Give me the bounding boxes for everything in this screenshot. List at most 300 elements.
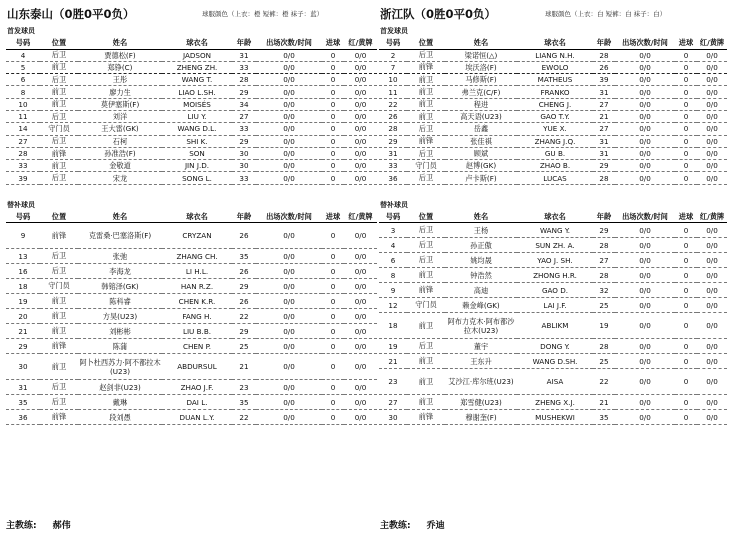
player-age: 27 (599, 99, 609, 109)
player-jersey-name: JIN J.D. (184, 161, 210, 171)
player-name: 孙准浩(F) (104, 149, 136, 159)
player-name: 程进 (473, 99, 489, 109)
player-goals: 0 (683, 377, 689, 387)
player-age: 27 (599, 124, 609, 134)
player-appearances: 0/0 (639, 112, 651, 122)
player-appearances: 0/0 (639, 255, 651, 265)
away-subs-heading: 替补球员 (380, 200, 408, 209)
player-jersey-name: YAO J. SH. (537, 255, 573, 265)
player-jersey-name: AISA (546, 377, 564, 387)
player-row (379, 147, 727, 159)
player-age: 26 (599, 62, 609, 72)
player-appearances: 0/0 (639, 149, 651, 159)
home-team-panel (7, 6, 378, 425)
home-starters-table (6, 37, 377, 185)
player-goals: 0 (330, 266, 336, 276)
player-name: 孙正傲 (470, 240, 492, 250)
player-number: 11 (18, 112, 28, 122)
player-number: 28 (18, 149, 28, 159)
player-row (6, 264, 377, 279)
player-cards: 0/0 (706, 397, 718, 407)
player-jersey-name: ABDURSUL (177, 362, 217, 372)
player-cards: 0/0 (706, 240, 718, 250)
player-age: 21 (599, 397, 609, 407)
player-cards: 0/0 (706, 112, 718, 122)
player-number: 30 (388, 412, 398, 422)
player-age: 29 (239, 281, 249, 291)
player-cards: 0/0 (706, 285, 718, 295)
player-row (379, 61, 727, 73)
player-position: 前卫 (418, 111, 434, 121)
player-cards: 0/0 (706, 161, 718, 171)
player-appearances: 0/0 (283, 341, 295, 351)
player-goals: 0 (330, 161, 336, 171)
player-cards: 0/0 (706, 255, 718, 265)
player-age: 39 (593, 74, 615, 86)
column-header-jersey-name: 球衣名 (544, 211, 566, 221)
player-cards: 0/0 (354, 99, 367, 109)
player-jersey-name: CRYZAN (182, 231, 212, 241)
player-appearances: 0/0 (283, 397, 295, 407)
player-age: 21 (239, 362, 249, 372)
player-goals: 0 (683, 62, 689, 72)
player-position: 前锋 (51, 412, 67, 422)
player-cards: 0/0 (354, 251, 367, 261)
player-position: 后卫 (51, 173, 67, 183)
player-number: 5 (20, 62, 26, 72)
player-appearances: 0/0 (639, 62, 651, 72)
column-header-name: 姓名 (473, 37, 489, 47)
player-row (379, 339, 727, 354)
player-position: 后卫 (418, 225, 434, 235)
player-jersey-name: LUCAS (543, 173, 567, 183)
column-header-appearances: 出场次数/时间 (266, 211, 312, 221)
player-row (379, 298, 727, 313)
player-appearances: 0/0 (283, 281, 295, 291)
player-position: 后卫 (51, 136, 67, 146)
player-age: 31 (599, 87, 609, 97)
player-cards: 0/0 (354, 397, 367, 407)
player-goals: 0 (683, 50, 689, 60)
player-row (379, 313, 727, 339)
player-goals: 0 (330, 362, 336, 372)
player-appearances: 0/0 (283, 124, 295, 134)
player-position: 后卫 (51, 397, 67, 407)
player-name: 钟浩然 (470, 270, 492, 280)
player-jersey-name: DAI L. (186, 397, 208, 407)
player-name: 张弛 (112, 251, 128, 261)
player-row (379, 135, 727, 147)
player-goals: 0 (683, 240, 689, 250)
player-row (379, 49, 727, 61)
player-number: 7 (390, 62, 396, 72)
player-number: 9 (390, 285, 396, 295)
player-goals: 0 (683, 136, 689, 146)
table-header-row (6, 37, 377, 49)
player-goals: 0 (683, 173, 689, 183)
player-jersey-name: WANG T. (162, 74, 232, 86)
player-position: 后卫 (40, 74, 78, 86)
player-name: 陈科睿 (109, 296, 131, 306)
player-goals: 0 (330, 281, 336, 291)
player-jersey-name: SON (189, 149, 205, 159)
player-row (6, 160, 377, 172)
player-goals: 0 (330, 124, 336, 134)
player-name: 穆谢奎(F) (465, 412, 497, 422)
player-appearances: 0/0 (639, 50, 651, 60)
player-age: 31 (599, 136, 609, 146)
column-header-name: 姓名 (473, 211, 489, 221)
player-age: 25 (599, 300, 609, 310)
player-age: 30 (239, 161, 249, 171)
player-position: 后卫 (418, 341, 434, 351)
player-cards: 0/0 (354, 231, 367, 241)
home-coach-label: 主教练: (6, 521, 37, 531)
player-name: 高天语(U23) (460, 112, 502, 122)
player-age: 28 (599, 50, 609, 60)
player-number: 6 (6, 74, 40, 86)
player-appearances: 0/0 (283, 87, 295, 97)
player-jersey-name: LIU B.B. (182, 326, 212, 336)
column-header-goals: 进球 (678, 211, 694, 221)
player-age: 35 (599, 412, 609, 422)
player-number: 8 (390, 270, 396, 280)
player-age: 28 (599, 341, 609, 351)
player-row (6, 98, 377, 110)
player-cards: 0/0 (354, 173, 367, 183)
player-goals: 0 (683, 321, 689, 331)
player-age: 34 (239, 99, 249, 109)
player-name: 段刘愚 (109, 412, 131, 422)
player-goals: 0 (683, 112, 689, 122)
player-row (379, 123, 727, 135)
player-row (379, 74, 727, 86)
player-number: 10 (18, 99, 28, 109)
player-number: 26 (388, 112, 398, 122)
player-name: 李海龙 (109, 266, 131, 276)
home-coach (6, 518, 71, 531)
player-name: 石柯 (112, 136, 128, 146)
player-appearances: 0/0 (615, 74, 675, 86)
player-cards: 0/0 (344, 74, 377, 86)
player-position: 前卫 (418, 356, 434, 366)
player-jersey-name: SUN ZH. A. (535, 240, 575, 250)
player-number: 36 (18, 412, 28, 422)
player-jersey-name: JADSON (182, 50, 212, 60)
player-row (6, 86, 377, 98)
player-age: 33 (239, 124, 249, 134)
player-goals: 0 (683, 397, 689, 407)
player-age: 22 (239, 412, 249, 422)
player-jersey-name: CHENG J. (538, 99, 572, 109)
player-position: 前卫 (418, 320, 434, 330)
player-age: 29 (239, 136, 249, 146)
player-jersey-name: MUSHEKWI (535, 412, 575, 422)
player-jersey-name: MATHEUS (517, 74, 593, 86)
home-starters-heading: 首发球员 (7, 27, 35, 35)
player-goals: 0 (330, 62, 336, 72)
player-number: 33 (388, 161, 398, 171)
player-cards: 0/0 (354, 341, 367, 351)
player-row (6, 74, 377, 86)
player-name: 王彤 (78, 74, 162, 86)
player-jersey-name: WANG D.L. (177, 124, 217, 134)
player-name: 顾斌 (473, 149, 489, 159)
player-number: 16 (18, 266, 28, 276)
player-position: 后卫 (418, 240, 434, 250)
player-position: 前卫 (51, 311, 67, 321)
player-number: 20 (18, 311, 28, 321)
column-header-number: 号码 (385, 211, 401, 221)
player-row (6, 309, 377, 324)
player-age: 29 (239, 326, 249, 336)
player-age: 23 (239, 382, 249, 392)
player-name: 方昊(U23) (102, 311, 138, 321)
player-cards: 0/0 (706, 173, 718, 183)
column-header-number: 号码 (15, 37, 31, 47)
player-position: 后卫 (51, 266, 67, 276)
player-cards: 0/0 (706, 356, 718, 366)
player-number: 9 (20, 231, 26, 241)
player-number: 19 (18, 296, 28, 306)
player-cards: 0/0 (706, 136, 718, 146)
player-row (379, 86, 727, 98)
player-appearances: 0/0 (639, 412, 651, 422)
player-goals: 0 (330, 251, 336, 261)
player-jersey-name: FRANKO (540, 87, 570, 97)
player-goals: 0 (330, 397, 336, 407)
player-row (6, 354, 377, 380)
player-appearances: 0/0 (283, 136, 295, 146)
column-header-number: 号码 (15, 211, 31, 221)
player-row (379, 410, 727, 425)
player-position: 前锋 (418, 62, 434, 72)
player-jersey-name: GU B. (544, 149, 566, 159)
player-row (6, 110, 377, 122)
player-jersey-name: LIAO L.SH. (178, 87, 216, 97)
away-coach-name: 乔迪 (426, 521, 445, 531)
player-goals: 0 (330, 173, 336, 183)
column-header-goals: 进球 (325, 37, 341, 47)
player-row (6, 380, 377, 395)
player-number: 31 (18, 382, 28, 392)
player-number: 29 (18, 341, 28, 351)
player-number: 3 (390, 225, 396, 235)
player-age: 29 (599, 225, 609, 235)
player-number: 27 (18, 136, 28, 146)
player-appearances: 0/0 (639, 99, 651, 109)
away-team-header (382, 6, 726, 22)
away-team-panel (382, 6, 726, 425)
player-age: 21 (599, 112, 609, 122)
column-header-name: 姓名 (112, 37, 128, 47)
player-age: 22 (239, 311, 249, 321)
player-row (6, 49, 377, 61)
player-position: 前卫 (51, 326, 67, 336)
player-number: 18 (388, 321, 398, 331)
player-goals: 0 (330, 87, 336, 97)
player-position: 前卫 (418, 270, 434, 280)
player-position: 前卫 (51, 296, 67, 306)
player-cards: 0/0 (706, 149, 718, 159)
player-number: 28 (388, 124, 398, 134)
player-position: 前卫 (418, 376, 434, 386)
player-number: 30 (18, 362, 28, 372)
table-header-row (6, 211, 377, 223)
player-appearances: 0/0 (283, 50, 295, 60)
player-jersey-name: ABLIKM (541, 321, 569, 331)
player-appearances: 0/0 (283, 173, 295, 183)
player-jersey-name: ZHONG H.R. (533, 270, 577, 280)
player-row (6, 135, 377, 147)
column-header-cards: 红/黄牌 (699, 211, 725, 221)
column-header-name: 姓名 (112, 211, 128, 221)
column-header-cards: 红/黄牌 (348, 211, 373, 221)
player-number: 39 (18, 173, 28, 183)
player-cards: 0/0 (354, 149, 367, 159)
player-jersey-name: HAN R.Z. (180, 281, 214, 291)
column-header-position: 位置 (51, 37, 67, 47)
player-number: 21 (18, 326, 28, 336)
player-number: 31 (388, 149, 398, 159)
player-appearances: 0/0 (639, 300, 651, 310)
player-appearances: 0/0 (283, 266, 295, 276)
column-header-position: 位置 (51, 211, 67, 221)
player-position: 前卫 (418, 397, 434, 407)
player-cards: 0/0 (354, 281, 367, 291)
away-starters-table (379, 37, 727, 185)
column-header-position: 位置 (418, 37, 434, 47)
player-age: 29 (239, 87, 249, 97)
player-jersey-name: GAO D. (541, 285, 569, 295)
player-name: 阿卜杜西苏力·阿不都拉木(U23) (79, 357, 161, 376)
player-cards: 0/0 (697, 74, 727, 86)
player-age: 28 (232, 74, 256, 86)
player-appearances: 0/0 (283, 231, 295, 241)
player-number: 18 (18, 281, 28, 291)
player-appearances: 0/0 (283, 161, 295, 171)
player-name: 贾德松(F) (104, 50, 136, 60)
home-coach-name: 郝伟 (52, 521, 71, 531)
player-name: 刘洋 (112, 112, 128, 122)
player-row (379, 253, 727, 268)
player-goals: 0 (683, 87, 689, 97)
player-age: 28 (599, 270, 609, 280)
player-cards: 0/0 (354, 62, 367, 72)
player-jersey-name: YUE X. (543, 124, 567, 134)
player-cards: 0/0 (706, 321, 718, 331)
player-appearances: 0/0 (639, 161, 651, 171)
player-row (6, 395, 377, 410)
player-age: 27 (239, 112, 249, 122)
player-jersey-name: ZHANG J.Q. (534, 136, 576, 146)
player-age: 33 (239, 173, 249, 183)
player-appearances: 0/0 (283, 412, 295, 422)
player-jersey-name: ZHAO J.F. (180, 382, 214, 392)
player-position: 后卫 (418, 50, 434, 60)
player-age: 22 (599, 377, 609, 387)
player-cards: 0/0 (354, 382, 367, 392)
player-goals: 0 (683, 270, 689, 280)
player-name: 莫伊塞斯(F) (100, 99, 140, 109)
player-cards: 0/0 (706, 270, 718, 280)
player-jersey-name: FANG H. (182, 311, 212, 321)
player-cards: 0/0 (354, 124, 367, 134)
player-position: 后卫 (418, 123, 434, 133)
player-name: 戴琳 (112, 397, 128, 407)
player-name: 艾沙江·库尔班(U23) (448, 377, 514, 387)
player-row (379, 223, 727, 238)
player-cards: 0/0 (354, 136, 367, 146)
player-jersey-name: LIU Y. (187, 112, 207, 122)
player-cards: 0/0 (706, 412, 718, 422)
player-age: 27 (599, 255, 609, 265)
player-age: 31 (239, 50, 249, 60)
player-position: 前卫 (418, 87, 434, 97)
home-team-name: 山东泰山（0胜0平0负） (7, 7, 135, 21)
player-row (6, 249, 377, 264)
player-name: 金敬道 (109, 161, 131, 171)
player-cards: 0/0 (706, 99, 718, 109)
player-goals: 0 (683, 99, 689, 109)
player-row (6, 172, 377, 184)
player-name: 阿布力克木·阿布都沙拉木(U23) (447, 316, 515, 335)
player-row (6, 61, 377, 73)
player-jersey-name: ZHANG CH. (176, 251, 218, 261)
player-cards: 0/0 (354, 112, 367, 122)
player-age: 33 (239, 62, 249, 72)
column-header-number: 号码 (385, 37, 401, 47)
player-goals: 0 (683, 341, 689, 351)
player-row (6, 223, 377, 249)
player-position: 后卫 (418, 255, 434, 265)
player-position: 守门员 (48, 123, 70, 133)
table-header-row (379, 211, 727, 223)
player-number: 11 (388, 87, 398, 97)
player-jersey-name: CHEN P. (182, 341, 212, 351)
column-header-cards: 红/黄牌 (699, 37, 725, 47)
player-appearances: 0/0 (283, 251, 295, 261)
player-number: 4 (390, 240, 396, 250)
player-position: 后卫 (418, 148, 434, 158)
player-appearances: 0/0 (639, 321, 651, 331)
player-goals: 0 (330, 382, 336, 392)
player-goals: 0 (683, 300, 689, 310)
player-jersey-name: LIANG N.H. (535, 50, 575, 60)
player-jersey-name: EWOLO (541, 62, 569, 72)
player-number: 6 (390, 255, 396, 265)
player-name: 克雷桑·巴塞洛斯(F) (88, 231, 152, 241)
player-goals: 0 (322, 74, 344, 86)
column-header-appearances: 出场次数/时间 (622, 37, 668, 47)
player-row (6, 294, 377, 309)
player-position: 前锋 (51, 230, 67, 240)
player-number: 22 (388, 99, 398, 109)
player-goals: 0 (330, 50, 336, 60)
player-position: 守门员 (48, 281, 70, 291)
player-goals: 0 (330, 341, 336, 351)
player-cards: 0/0 (354, 362, 367, 372)
home-team-kit-colors: 球服颜色（上衣：橙 短裤：橙 袜子：蓝） (202, 10, 324, 18)
player-position: 后卫 (51, 251, 67, 261)
player-goals: 0 (330, 296, 336, 306)
player-appearances: 0/0 (639, 356, 651, 366)
player-goals: 0 (683, 356, 689, 366)
player-jersey-name: CHEN K.R. (178, 296, 216, 306)
player-number: 29 (388, 136, 398, 146)
player-jersey-name: SONG L. (182, 173, 212, 183)
player-position: 后卫 (51, 382, 67, 392)
